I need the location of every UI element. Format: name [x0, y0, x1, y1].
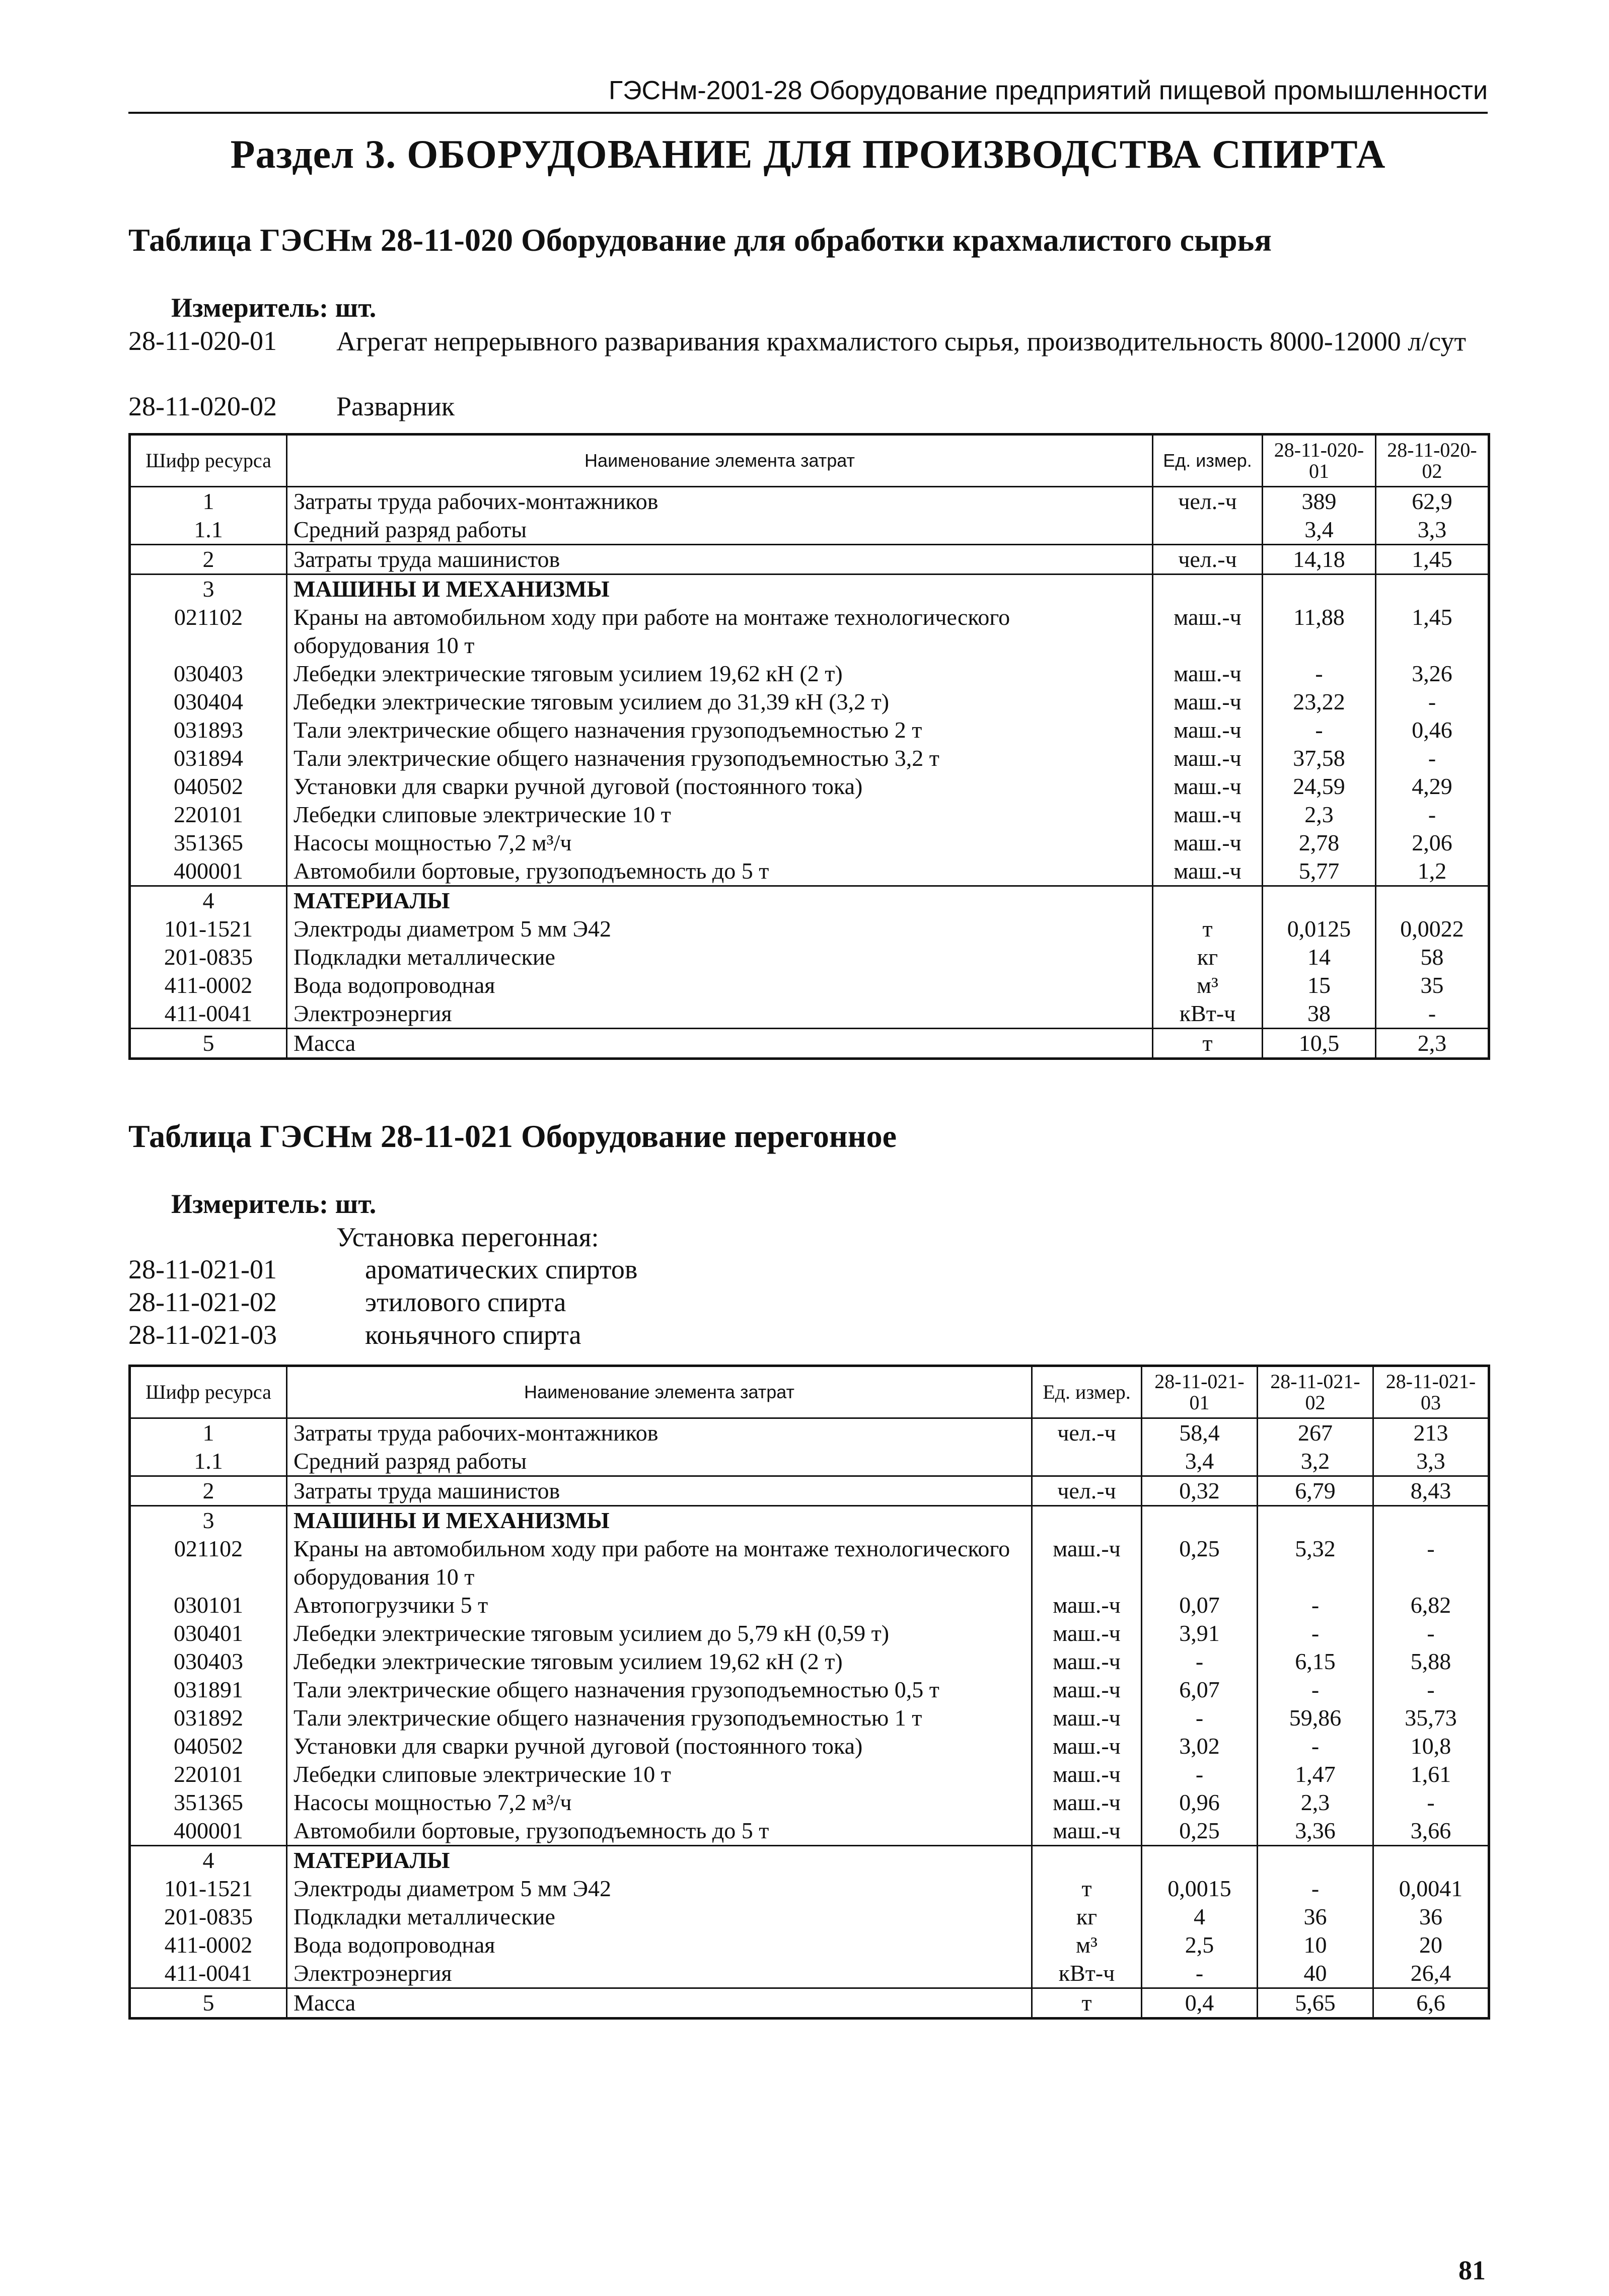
cell-value: [1263, 575, 1376, 604]
cell-value: 389: [1263, 487, 1376, 516]
cell-value: 3,2: [1258, 1447, 1373, 1476]
cell-value: -: [1373, 1788, 1489, 1817]
table-row: [130, 1029, 1489, 1059]
header-rule: [128, 112, 1488, 114]
table-row: [130, 1418, 1489, 1448]
cell-name: Тали электрические общего назначения грузоподъемностью 3,2 т: [287, 744, 1153, 772]
table1-title: Таблица ГЭСНм 28-11-020 Оборудование для обработки крахмалистого сырья: [128, 222, 1272, 258]
cell-code: 2: [130, 545, 287, 575]
table2-meter-unit: шт.: [335, 1189, 377, 1219]
cell-value: 3,3: [1376, 516, 1489, 545]
cell-unit: маш.-ч: [1032, 1591, 1142, 1619]
cell-name: Средний разряд работы: [287, 1447, 1032, 1476]
cell-name: Масса: [287, 1988, 1032, 2019]
cell-value: 1,47: [1258, 1760, 1373, 1788]
cell-code: 101-1521: [130, 1875, 287, 1903]
cell-name: Вода водопроводная: [287, 1931, 1032, 1959]
cell-value: 2,3: [1263, 801, 1376, 829]
cell-unit: маш.-ч: [1153, 716, 1263, 744]
cell-value: [1373, 1506, 1489, 1535]
cell-code: 1: [130, 1418, 287, 1448]
cell-name: Автопогрузчики 5 т: [287, 1591, 1032, 1619]
cell-value: 0,0022: [1376, 915, 1489, 943]
cell-code: 351365: [130, 1788, 287, 1817]
cell-unit: [1153, 886, 1263, 915]
cell-unit: маш.-ч: [1153, 772, 1263, 801]
cell-unit: маш.-ч: [1032, 1788, 1142, 1817]
cell-value: 0,07: [1142, 1591, 1258, 1619]
cell-value: 4,29: [1376, 772, 1489, 801]
cell-unit: маш.-ч: [1153, 688, 1263, 716]
cell-value: [1376, 575, 1489, 604]
header-col: 28-11-020-01: [1263, 435, 1376, 487]
table2-code: 28-11-021-02: [128, 1287, 277, 1317]
header-col: 28-11-021-01: [1142, 1366, 1258, 1418]
cell-code: 220101: [130, 801, 287, 829]
cell-value: [1263, 886, 1376, 915]
table-row: [130, 487, 1489, 516]
norm-table-2: [128, 1365, 1490, 2020]
cell-unit: маш.-ч: [1032, 1676, 1142, 1704]
cell-value: 10,5: [1263, 1029, 1376, 1059]
cell-value: 2,3: [1258, 1788, 1373, 1817]
cell-value: 58,4: [1142, 1418, 1258, 1448]
cell-unit: маш.-ч: [1153, 801, 1263, 829]
table1-code-row: [128, 391, 1488, 423]
cell-value: 35: [1376, 971, 1489, 999]
cell-value: 5,88: [1373, 1647, 1489, 1676]
cell-name: Средний разряд работы: [287, 516, 1153, 545]
table1-code-desc: Агрегат непрерывного разваривания крахмалистого сырья, производительность 8000-12000 л/сут: [336, 326, 1467, 356]
cell-value: 58: [1376, 943, 1489, 971]
table-row: [130, 1476, 1489, 1506]
cell-code: 5: [130, 1988, 287, 2019]
cell-value: 2,3: [1376, 1029, 1489, 1059]
cell-code: 400001: [130, 857, 287, 886]
table-row: [130, 1760, 1489, 1788]
cell-unit: [1153, 516, 1263, 545]
cell-unit: т: [1153, 915, 1263, 943]
cell-code: 1: [130, 487, 287, 516]
cell-unit: маш.-ч: [1153, 857, 1263, 886]
table2-code: 28-11-021-03: [128, 1320, 277, 1350]
norm-table-1: [128, 433, 1490, 1060]
cell-value: 0,0041: [1373, 1875, 1489, 1903]
table-row: [130, 1506, 1489, 1535]
table1-meter-unit: шт.: [335, 293, 377, 323]
table-row: [130, 1788, 1489, 1817]
table1-meter: [171, 292, 376, 323]
header-unit: Ед. измер.: [1153, 435, 1263, 487]
cell-value: -: [1376, 744, 1489, 772]
cell-code: 351365: [130, 829, 287, 857]
table1-code-row: [128, 325, 1488, 391]
header-col: 28-11-021-02: [1258, 1366, 1373, 1418]
cell-name: Лебедки слиповые электрические 10 т: [287, 801, 1153, 829]
cell-value: 35,73: [1373, 1704, 1489, 1732]
cell-code: 411-0002: [130, 1931, 287, 1959]
table-row: [130, 801, 1489, 829]
cell-code: 411-0041: [130, 999, 287, 1029]
cell-value: 3,26: [1376, 660, 1489, 688]
cell-value: 3,4: [1263, 516, 1376, 545]
cell-name: Электроды диаметром 5 мм Э42: [287, 1875, 1032, 1903]
cell-unit: маш.-ч: [1032, 1732, 1142, 1760]
header-name: Наименование элемента затрат: [287, 435, 1153, 487]
header-code: Шифр ресурса: [130, 1366, 287, 1418]
table2-meter-label: Измеритель:: [171, 1189, 329, 1219]
cell-value: 6,82: [1373, 1591, 1489, 1619]
cell-name: Затраты труда машинистов: [287, 545, 1153, 575]
cell-unit: чел.-ч: [1032, 1418, 1142, 1448]
cell-value: 5,32: [1258, 1535, 1373, 1591]
cell-value: -: [1376, 801, 1489, 829]
cell-value: [1373, 1846, 1489, 1875]
cell-code: 030403: [130, 660, 287, 688]
cell-value: 38: [1263, 999, 1376, 1029]
cell-name: Краны на автомобильном ходу при работе на монтаже технологического оборудования 10 т: [287, 1535, 1032, 1591]
cell-value: 40: [1258, 1959, 1373, 1988]
cell-value: -: [1142, 1959, 1258, 1988]
table-row: [130, 886, 1489, 915]
cell-value: 62,9: [1376, 487, 1489, 516]
cell-code: 3: [130, 575, 287, 604]
cell-name: Лебедки электрические тяговым усилием до 31,39 кН (3,2 т): [287, 688, 1153, 716]
table-row: [130, 915, 1489, 943]
cell-value: 0,0125: [1263, 915, 1376, 943]
table-row: [130, 857, 1489, 886]
cell-code: 030101: [130, 1591, 287, 1619]
cell-value: 24,59: [1263, 772, 1376, 801]
cell-name: Лебедки электрические тяговым усилием до 5,79 кН (0,59 т): [287, 1619, 1032, 1647]
table2-code: 28-11-021-01: [128, 1254, 277, 1284]
cell-unit: маш.-ч: [1032, 1535, 1142, 1591]
table-row: [130, 1619, 1489, 1647]
cell-unit: т: [1032, 1988, 1142, 2019]
cell-code: 031892: [130, 1704, 287, 1732]
cell-value: 8,43: [1373, 1476, 1489, 1506]
cell-value: -: [1258, 1619, 1373, 1647]
cell-value: 36: [1258, 1903, 1373, 1931]
cell-code: 400001: [130, 1817, 287, 1846]
cell-unit: чел.-ч: [1032, 1476, 1142, 1506]
table-row: [130, 603, 1489, 660]
cell-name: МАТЕРИАЛЫ: [287, 1846, 1032, 1875]
cell-name: Тали электрические общего назначения грузоподъемностью 0,5 т: [287, 1676, 1032, 1704]
table-row: [130, 744, 1489, 772]
table2-body: [130, 1418, 1489, 2019]
cell-unit: маш.-ч: [1153, 744, 1263, 772]
table2-meter: [171, 1188, 376, 1219]
cell-value: 20: [1373, 1931, 1489, 1959]
cell-value: 37,58: [1263, 744, 1376, 772]
cell-code: 031894: [130, 744, 287, 772]
cell-unit: [1032, 1846, 1142, 1875]
cell-unit: кг: [1153, 943, 1263, 971]
cell-value: 213: [1373, 1418, 1489, 1448]
section-title: Раздел 3. ОБОРУДОВАНИЕ ДЛЯ ПРОИЗВОДСТВА СПИРТА: [230, 132, 1386, 177]
cell-unit: маш.-ч: [1153, 660, 1263, 688]
cell-value: -: [1258, 1676, 1373, 1704]
table-row: [130, 688, 1489, 716]
table2-code-desc: ароматических спиртов: [365, 1254, 638, 1284]
cell-unit: кВт-ч: [1032, 1959, 1142, 1988]
table-row: [130, 1676, 1489, 1704]
table2-group-caption: Установка перегонная:: [336, 1222, 599, 1252]
cell-unit: [1153, 575, 1263, 604]
cell-value: 5,77: [1263, 857, 1376, 886]
cell-name: Установки для сварки ручной дуговой (постоянного тока): [287, 772, 1153, 801]
cell-code: 411-0041: [130, 1959, 287, 1988]
table-row: [130, 1732, 1489, 1760]
cell-value: 26,4: [1373, 1959, 1489, 1988]
cell-name: Лебедки слиповые электрические 10 т: [287, 1760, 1032, 1788]
cell-code: 101-1521: [130, 915, 287, 943]
cell-code: 5: [130, 1029, 287, 1059]
cell-code: 4: [130, 886, 287, 915]
page-number: 81: [1458, 2255, 1486, 2285]
cell-value: 267: [1258, 1418, 1373, 1448]
cell-value: 2,06: [1376, 829, 1489, 857]
cell-code: 031891: [130, 1676, 287, 1704]
cell-code: 030403: [130, 1647, 287, 1676]
cell-unit: маш.-ч: [1032, 1817, 1142, 1846]
table-row: [130, 1931, 1489, 1959]
cell-code: 411-0002: [130, 971, 287, 999]
table1-code: 28-11-020-02: [128, 391, 277, 421]
cell-unit: маш.-ч: [1032, 1704, 1142, 1732]
cell-unit: кВт-ч: [1153, 999, 1263, 1029]
cell-value: 6,15: [1258, 1647, 1373, 1676]
cell-code: 030404: [130, 688, 287, 716]
cell-value: 0,0015: [1142, 1875, 1258, 1903]
cell-value: 14: [1263, 943, 1376, 971]
table-header-row: [130, 1366, 1489, 1418]
cell-unit: [1032, 1447, 1142, 1476]
table1-code-desc: Разварник: [336, 391, 455, 421]
cell-value: -: [1263, 660, 1376, 688]
cell-value: 0,46: [1376, 716, 1489, 744]
table-row: [130, 999, 1489, 1029]
cell-value: [1142, 1846, 1258, 1875]
cell-name: Автомобили бортовые, грузоподъемность до 5 т: [287, 1817, 1032, 1846]
cell-name: Лебедки электрические тяговым усилием 19,62 кН (2 т): [287, 660, 1153, 688]
cell-name: Электроэнергия: [287, 1959, 1032, 1988]
table-row: [130, 575, 1489, 604]
table-row: [130, 716, 1489, 744]
cell-name: МАТЕРИАЛЫ: [287, 886, 1153, 915]
cell-name: Затраты труда рабочих-монтажников: [287, 1418, 1032, 1448]
cell-value: 1,45: [1376, 545, 1489, 575]
cell-unit: м³: [1153, 971, 1263, 999]
cell-value: 15: [1263, 971, 1376, 999]
cell-name: МАШИНЫ И МЕХАНИЗМЫ: [287, 575, 1153, 604]
cell-unit: т: [1032, 1875, 1142, 1903]
table-row: [130, 772, 1489, 801]
cell-unit: м³: [1032, 1931, 1142, 1959]
table2-code-desc: этилового спирта: [365, 1287, 566, 1317]
cell-unit: чел.-ч: [1153, 487, 1263, 516]
header-col: 28-11-020-02: [1376, 435, 1489, 487]
table-row: [130, 660, 1489, 688]
cell-code: 021102: [130, 1535, 287, 1591]
table1-code: 28-11-020-01: [128, 326, 277, 356]
header-col: 28-11-021-03: [1373, 1366, 1489, 1418]
table-row: [130, 1704, 1489, 1732]
cell-value: 5,65: [1258, 1988, 1373, 2019]
cell-unit: кг: [1032, 1903, 1142, 1931]
table-row: [130, 943, 1489, 971]
cell-name: Краны на автомобильном ходу при работе на монтаже технологического оборудования 10 т: [287, 603, 1153, 660]
cell-name: Установки для сварки ручной дуговой (постоянного тока): [287, 1732, 1032, 1760]
cell-name: Электроэнергия: [287, 999, 1153, 1029]
table-row: [130, 1591, 1489, 1619]
table-row: [130, 971, 1489, 999]
cell-code: 3: [130, 1506, 287, 1535]
cell-name: МАШИНЫ И МЕХАНИЗМЫ: [287, 1506, 1032, 1535]
cell-unit: маш.-ч: [1153, 603, 1263, 660]
table-row: [130, 1535, 1489, 1591]
header-code: Шифр ресурса: [130, 435, 287, 487]
cell-value: 1,2: [1376, 857, 1489, 886]
cell-name: Тали электрические общего назначения грузоподъемностью 1 т: [287, 1704, 1032, 1732]
cell-value: -: [1376, 688, 1489, 716]
cell-name: Насосы мощностью 7,2 м³/ч: [287, 1788, 1032, 1817]
table-row: [130, 1875, 1489, 1903]
cell-value: 1,61: [1373, 1760, 1489, 1788]
cell-value: 10,8: [1373, 1732, 1489, 1760]
cell-value: -: [1373, 1535, 1489, 1591]
cell-value: 6,07: [1142, 1676, 1258, 1704]
cell-name: Вода водопроводная: [287, 971, 1153, 999]
cell-code: 040502: [130, 1732, 287, 1760]
running-header: ГЭСНм-2001-28 Оборудование предприятий пищевой промышленности: [608, 76, 1488, 105]
cell-code: 4: [130, 1846, 287, 1875]
header-unit: Ед. измер.: [1032, 1366, 1142, 1418]
cell-name: Затраты труда машинистов: [287, 1476, 1032, 1506]
cell-value: -: [1258, 1591, 1373, 1619]
table-row: [130, 1959, 1489, 1988]
table-row: [130, 1447, 1489, 1476]
cell-value: -: [1142, 1704, 1258, 1732]
cell-code: 1.1: [130, 516, 287, 545]
table2-code-desc: коньячного спирта: [365, 1320, 581, 1350]
cell-value: [1258, 1506, 1373, 1535]
cell-value: 59,86: [1258, 1704, 1373, 1732]
cell-value: 0,32: [1142, 1476, 1258, 1506]
cell-code: 201-0835: [130, 1903, 287, 1931]
cell-value: 14,18: [1263, 545, 1376, 575]
cell-name: Масса: [287, 1029, 1153, 1059]
cell-value: -: [1373, 1619, 1489, 1647]
cell-value: 1,45: [1376, 603, 1489, 660]
cell-code: 030401: [130, 1619, 287, 1647]
cell-name: Тали электрические общего назначения грузоподъемностью 2 т: [287, 716, 1153, 744]
table-row: [130, 516, 1489, 545]
cell-value: 6,6: [1373, 1988, 1489, 2019]
cell-code: 021102: [130, 603, 287, 660]
cell-code: 2: [130, 1476, 287, 1506]
table1-body: [130, 487, 1489, 1059]
cell-code: 1.1: [130, 1447, 287, 1476]
cell-value: 0,25: [1142, 1817, 1258, 1846]
table-row: [130, 1647, 1489, 1676]
cell-code: 040502: [130, 772, 287, 801]
cell-value: -: [1142, 1760, 1258, 1788]
table-row: [130, 1817, 1489, 1846]
cell-value: -: [1376, 999, 1489, 1029]
cell-name: Автомобили бортовые, грузоподъемность до 5 т: [287, 857, 1153, 886]
cell-unit: маш.-ч: [1032, 1619, 1142, 1647]
cell-value: [1142, 1506, 1258, 1535]
table-row: [130, 829, 1489, 857]
cell-value: 10: [1258, 1931, 1373, 1959]
cell-unit: маш.-ч: [1032, 1647, 1142, 1676]
table-row: [130, 1903, 1489, 1931]
cell-value: 3,91: [1142, 1619, 1258, 1647]
cell-name: Затраты труда рабочих-монтажников: [287, 487, 1153, 516]
cell-value: 3,02: [1142, 1732, 1258, 1760]
cell-value: 2,78: [1263, 829, 1376, 857]
table-row: [130, 545, 1489, 575]
cell-unit: маш.-ч: [1032, 1760, 1142, 1788]
cell-value: 3,36: [1258, 1817, 1373, 1846]
cell-unit: [1032, 1506, 1142, 1535]
cell-value: 36: [1373, 1903, 1489, 1931]
cell-value: 6,79: [1258, 1476, 1373, 1506]
table1-meter-label: Измеритель:: [171, 293, 329, 323]
cell-value: -: [1373, 1676, 1489, 1704]
cell-value: 11,88: [1263, 603, 1376, 660]
cell-value: -: [1258, 1732, 1373, 1760]
cell-code: 201-0835: [130, 943, 287, 971]
cell-value: -: [1258, 1875, 1373, 1903]
cell-unit: маш.-ч: [1153, 829, 1263, 857]
cell-value: -: [1142, 1647, 1258, 1676]
table-header-row: [130, 435, 1489, 487]
table-row: [130, 1846, 1489, 1875]
table2-title: Таблица ГЭСНм 28-11-021 Оборудование перегонное: [128, 1118, 897, 1154]
cell-value: -: [1263, 716, 1376, 744]
cell-name: Подкладки металлические: [287, 943, 1153, 971]
cell-value: 3,3: [1373, 1447, 1489, 1476]
cell-value: 2,5: [1142, 1931, 1258, 1959]
cell-value: 3,4: [1142, 1447, 1258, 1476]
cell-value: [1258, 1846, 1373, 1875]
cell-unit: т: [1153, 1029, 1263, 1059]
cell-code: 220101: [130, 1760, 287, 1788]
cell-name: Лебедки электрические тяговым усилием 19,62 кН (2 т): [287, 1647, 1032, 1676]
cell-value: 23,22: [1263, 688, 1376, 716]
cell-value: 3,66: [1373, 1817, 1489, 1846]
cell-value: 0,4: [1142, 1988, 1258, 2019]
cell-name: Подкладки металлические: [287, 1903, 1032, 1931]
cell-name: Насосы мощностью 7,2 м³/ч: [287, 829, 1153, 857]
cell-unit: чел.-ч: [1153, 545, 1263, 575]
table-row: [130, 1988, 1489, 2019]
cell-value: 0,96: [1142, 1788, 1258, 1817]
cell-value: 0,25: [1142, 1535, 1258, 1591]
cell-name: Электроды диаметром 5 мм Э42: [287, 915, 1153, 943]
cell-value: 4: [1142, 1903, 1258, 1931]
cell-code: 031893: [130, 716, 287, 744]
cell-value: [1376, 886, 1489, 915]
header-name: Наименование элемента затрат: [287, 1366, 1032, 1418]
